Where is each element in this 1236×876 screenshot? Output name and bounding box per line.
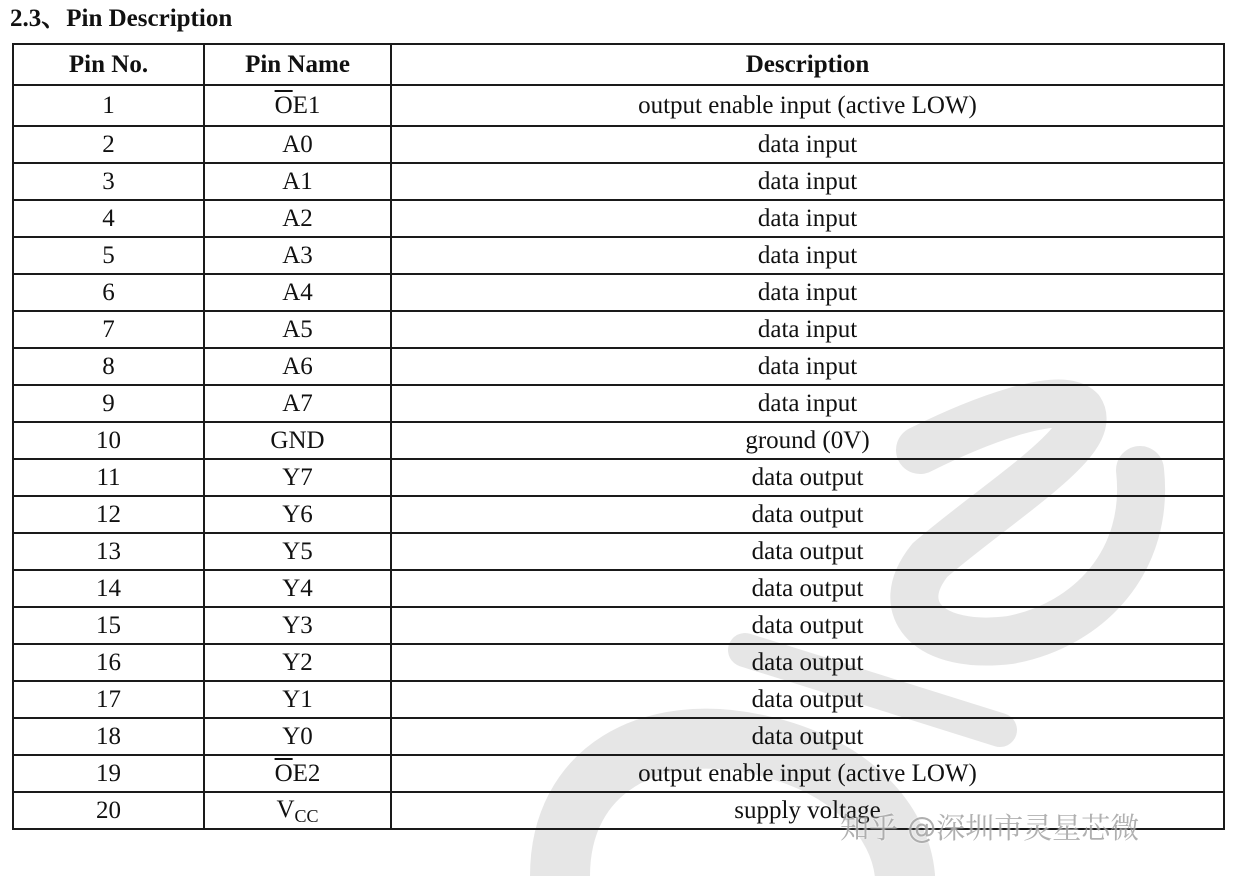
pin-name-cell: Y4: [204, 570, 391, 607]
table-row: [13, 311, 1224, 348]
pin-name-cell: Y7: [204, 459, 391, 496]
pin-number-cell: 17: [13, 681, 204, 718]
pin-name-main: V: [276, 795, 295, 823]
pin-name-cell: A3: [204, 237, 391, 274]
pin-number-cell: 8: [13, 348, 204, 385]
table-row: [13, 570, 1224, 607]
table-row: [13, 385, 1224, 422]
pin-number-cell: 9: [13, 385, 204, 422]
pin-name-cell: A1: [204, 163, 391, 200]
pin-name-cell: Y5: [204, 533, 391, 570]
pin-number-cell: 19: [13, 755, 204, 792]
pin-description-cell: data input: [391, 163, 1224, 200]
pin-name-cell: Y2: [204, 644, 391, 681]
pin-description-cell: data input: [391, 348, 1224, 385]
table-row: [13, 422, 1224, 459]
pin-description-cell: output enable input (active LOW): [391, 85, 1224, 126]
pin-description-cell: supply voltage: [391, 792, 1224, 829]
pin-name-cell: [204, 755, 391, 792]
pin-description-cell: data output: [391, 533, 1224, 570]
page-title: 2.3、Pin Description: [10, 5, 233, 32]
table-row: [13, 348, 1224, 385]
pin-name-cell: A4: [204, 274, 391, 311]
table-row: [13, 459, 1224, 496]
pin-number-cell: 4: [13, 200, 204, 237]
table-row: [13, 718, 1224, 755]
pin-name-cell: [204, 85, 391, 126]
pin-description-cell: data output: [391, 718, 1224, 755]
pin-name-cell: GND: [204, 422, 391, 459]
table-row: [13, 496, 1224, 533]
pin-name-overline: $\overline{O}$: [274, 760, 293, 787]
pin-description-cell: data input: [391, 274, 1224, 311]
pin-number-cell: 13: [13, 533, 204, 570]
pin-number-cell: 14: [13, 570, 204, 607]
pin-number-cell: 7: [13, 311, 204, 348]
table-row: [13, 163, 1224, 200]
pin-description-cell: data input: [391, 126, 1224, 163]
pin-number-cell: 1: [13, 85, 204, 126]
column-header-pin-name: Pin Name: [204, 44, 391, 85]
pin-number-cell: 11: [13, 459, 204, 496]
pin-name-cell: Y6: [204, 496, 391, 533]
pin-description-cell: output enable input (active LOW): [391, 755, 1224, 792]
pin-name-subscript: CC: [294, 805, 319, 826]
table-row: [13, 85, 1224, 126]
pin-description-cell: data input: [391, 237, 1224, 274]
pin-number-cell: 3: [13, 163, 204, 200]
pin-description-cell: data output: [391, 496, 1224, 533]
pin-name-overline: $\overline{O}$: [274, 92, 293, 119]
pin-name-cell: A6: [204, 348, 391, 385]
pin-name-rest: E1: [292, 92, 321, 119]
table-row: [13, 126, 1224, 163]
pin-description-cell: data input: [391, 311, 1224, 348]
pin-name-cell: [204, 792, 391, 829]
table-row: [13, 274, 1224, 311]
table-row: [13, 755, 1224, 792]
column-header-pin-no: Pin No.: [13, 44, 204, 85]
pin-name-cell: Y3: [204, 607, 391, 644]
pin-number-cell: 18: [13, 718, 204, 755]
pin-description-cell: data input: [391, 385, 1224, 422]
table-row: [13, 533, 1224, 570]
pin-name-cell: A7: [204, 385, 391, 422]
pin-name-cell: A5: [204, 311, 391, 348]
table-row: [13, 792, 1224, 829]
pin-number-cell: 6: [13, 274, 204, 311]
pin-description-cell: ground (0V): [391, 422, 1224, 459]
table-row: [13, 681, 1224, 718]
pin-name-cell: A0: [204, 126, 391, 163]
pin-description-cell: data output: [391, 459, 1224, 496]
watermark-text: 知乎 @深圳市灵星芯微: [840, 811, 1140, 845]
pin-name-cell: A2: [204, 200, 391, 237]
pin-description-cell: data output: [391, 570, 1224, 607]
table-row: [13, 607, 1224, 644]
pin-number-cell: 20: [13, 792, 204, 829]
pin-name-rest: E2: [292, 760, 321, 787]
column-header-description: Description: [391, 44, 1224, 85]
pin-description-cell: data output: [391, 644, 1224, 681]
pin-number-cell: 15: [13, 607, 204, 644]
pin-number-cell: 2: [13, 126, 204, 163]
pin-name-cell: Y1: [204, 681, 391, 718]
table-header-row: [13, 44, 1224, 85]
pin-description-cell: data output: [391, 607, 1224, 644]
table-row: [13, 644, 1224, 681]
pin-number-cell: 12: [13, 496, 204, 533]
pin-number-cell: 16: [13, 644, 204, 681]
pin-description-cell: data output: [391, 681, 1224, 718]
pin-number-cell: 5: [13, 237, 204, 274]
pin-description-cell: data input: [391, 200, 1224, 237]
pin-name-cell: Y0: [204, 718, 391, 755]
table-row: [13, 200, 1224, 237]
table-row: [13, 237, 1224, 274]
pin-number-cell: 10: [13, 422, 204, 459]
pin-description-table: [12, 43, 1225, 830]
